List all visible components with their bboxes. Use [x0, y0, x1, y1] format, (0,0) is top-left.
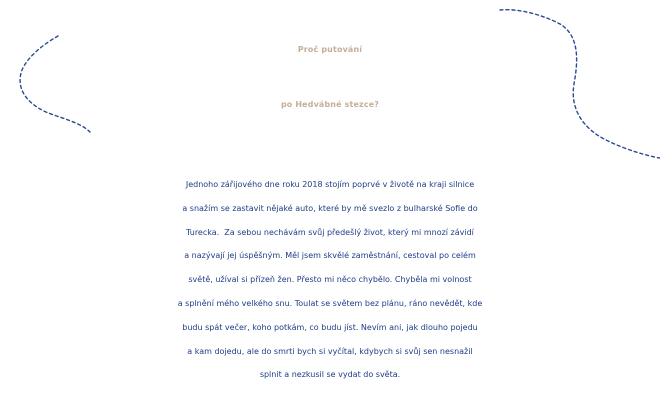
- paragraph-line: Jednoho zářijového dne roku 2018 stojím poprvé v životě na kraji silnice: [185, 180, 475, 189]
- body-paragraph: [0, 173, 660, 387]
- paragraph-line: a snažím se zastavit nějaké auto, které by mě svezlo z bulharské Sofie do: [182, 203, 478, 213]
- paragraph-line: splnit a nezkusil se vydat do světa.: [259, 370, 401, 380]
- paragraph-line: a nazývají jej úspěšným. Měl jsem skvělé zaměstnání, cestoval po celém: [184, 251, 476, 261]
- paragraph-line: a kam dojedu, ale do smrti bych si vyčítal, kdybych si svůj sen nesnažil: [187, 346, 473, 356]
- title-line-1: Proč putování: [297, 45, 363, 54]
- paragraph-line: a splnění mého velkého snu. Toulat se světem bez plánu, ráno nevědět, kde: [177, 298, 483, 308]
- paragraph-line: světě, užíval si přízeň žen. Přesto mi něco chybělo. Chyběla mi volnost: [188, 275, 472, 285]
- paragraph-line: budu spát večer, koho potkám, co budu jíst. Nevím ani, jak dlouho pojedu: [182, 322, 478, 332]
- paragraph-line: Turecka. Za sebou nechávám svůj předešlý život, který mi mnozí závidí: [186, 227, 474, 237]
- page-title: [0, 22, 660, 132]
- title-line-2: po Hedvábné stezce?: [280, 100, 380, 109]
